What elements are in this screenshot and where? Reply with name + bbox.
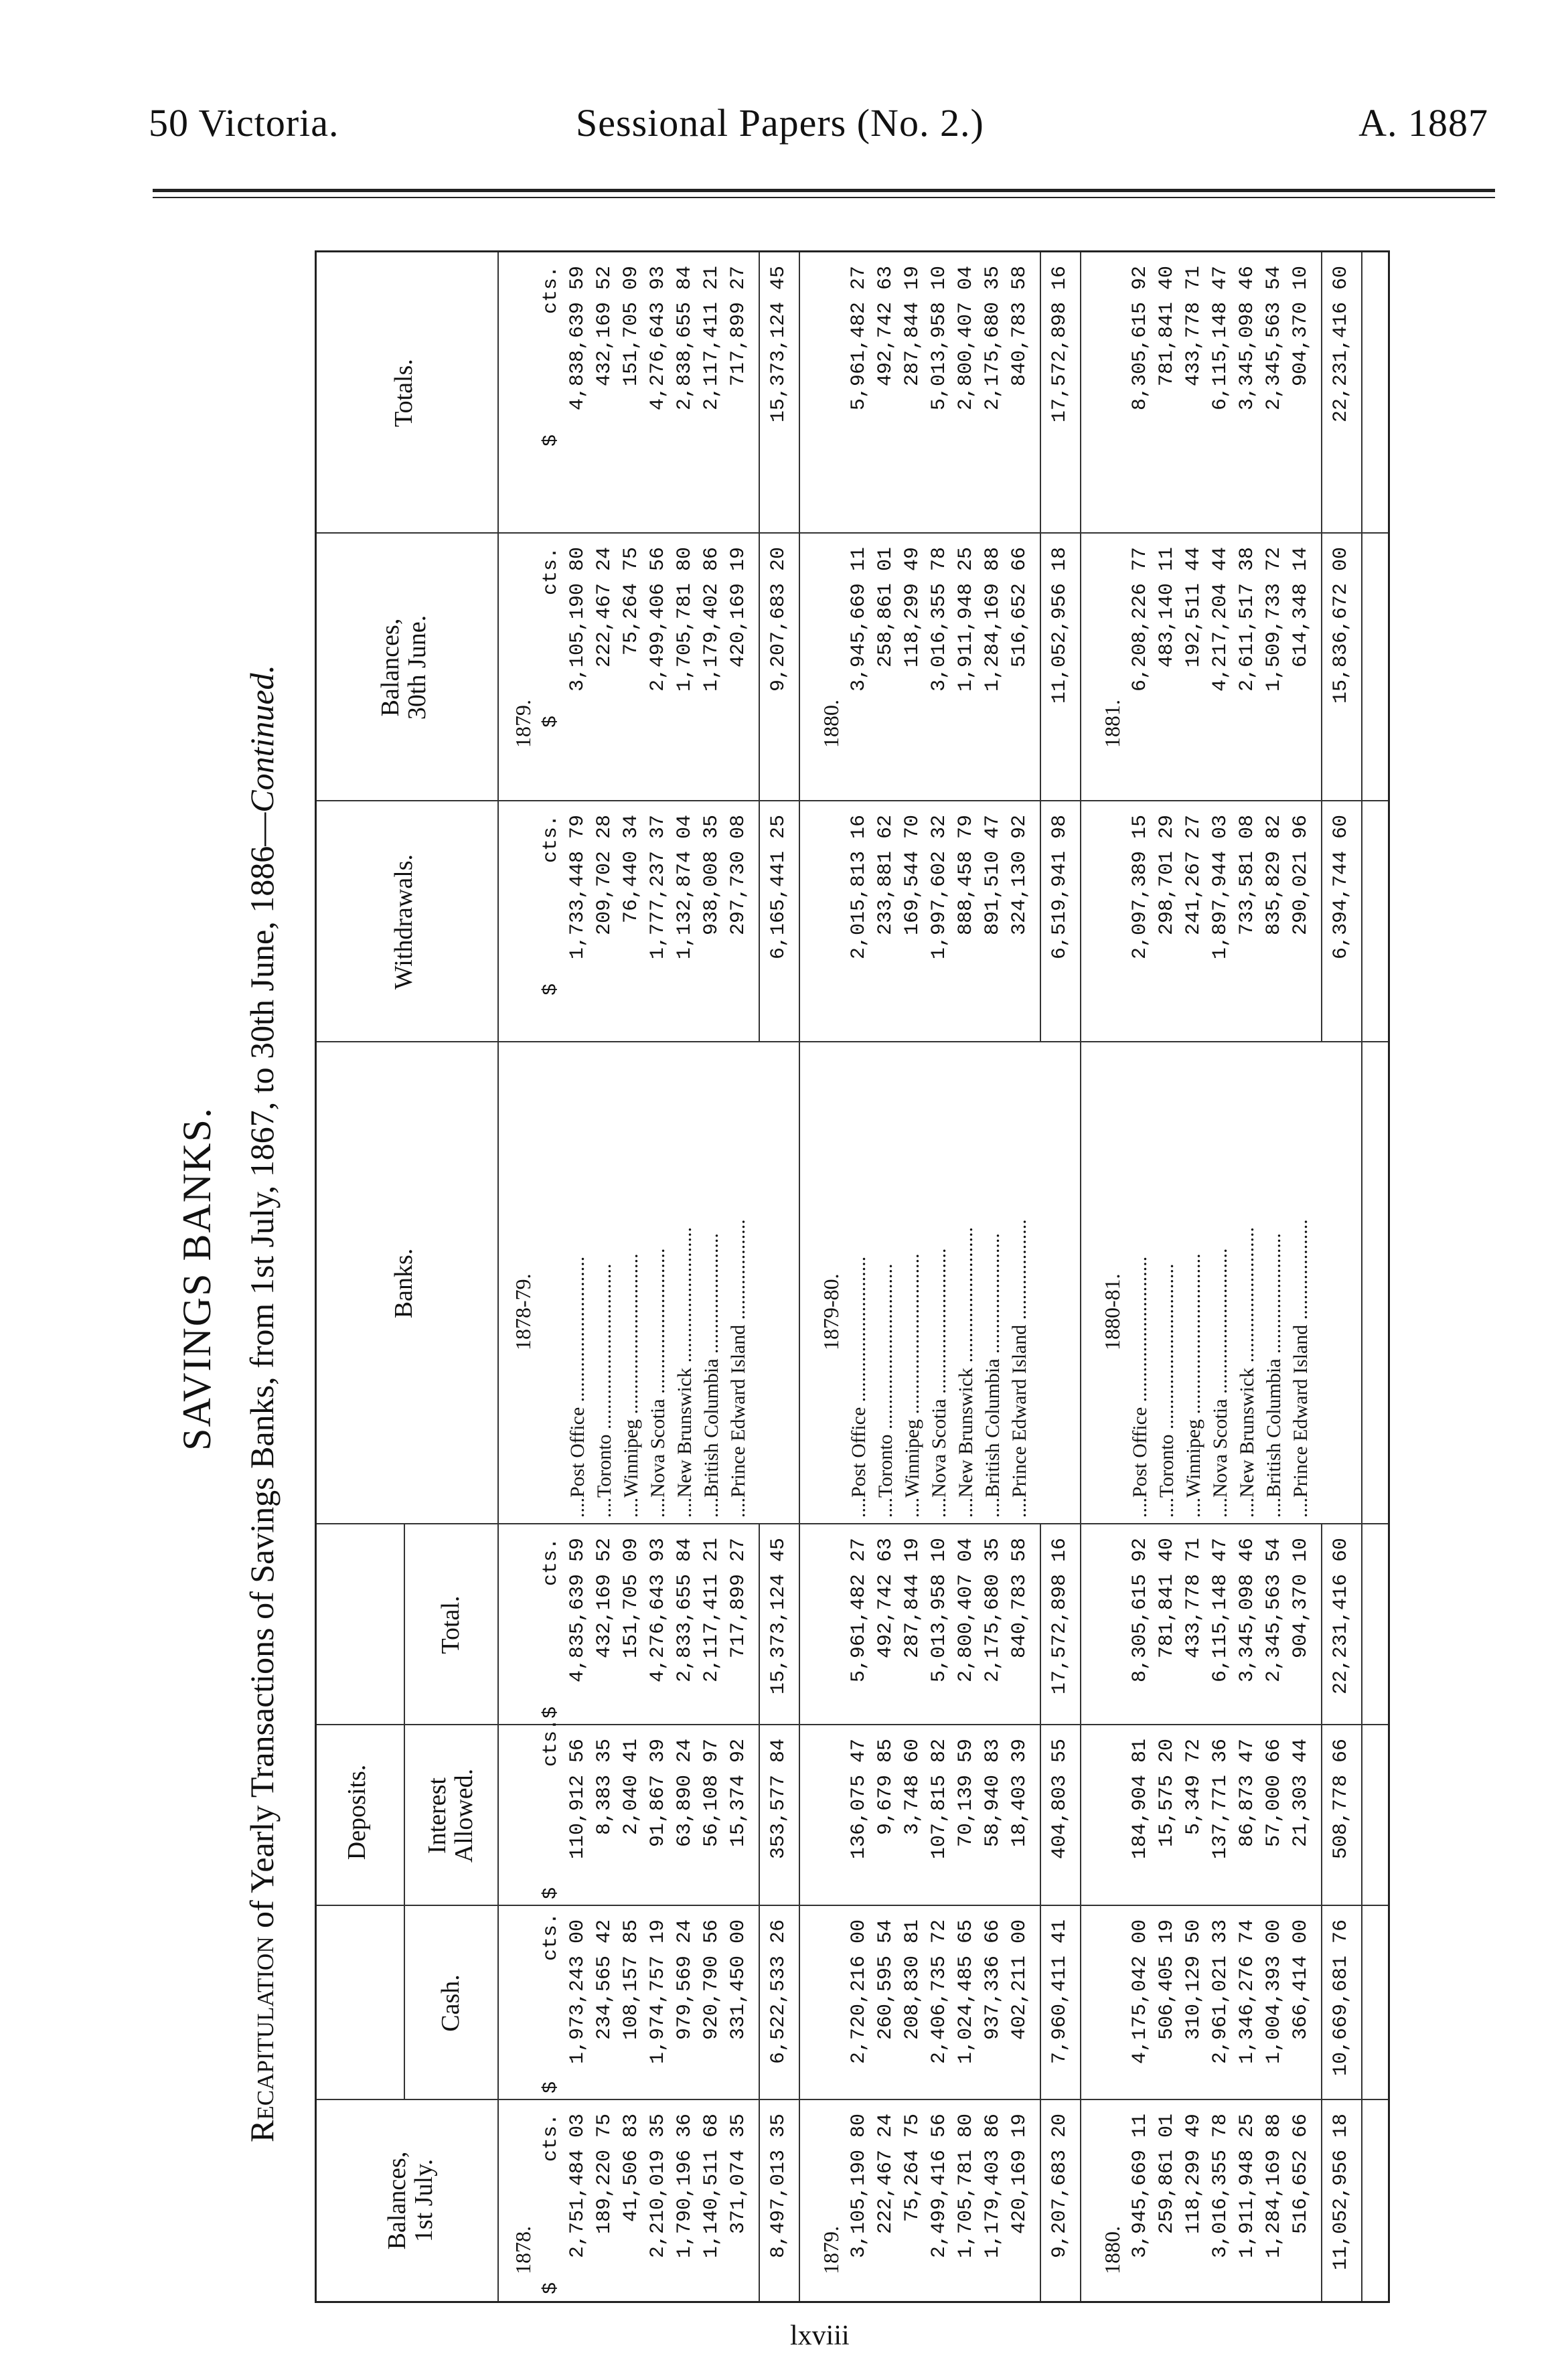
group-open-year: 1880. <box>1100 2226 1124 2274</box>
cell-totals: 2,838,655 84 <box>674 266 696 411</box>
cell-total: 8,305,615 92 <box>1129 1538 1152 1683</box>
cell-withdrawals: 324,130 92 <box>1008 815 1031 936</box>
bank-name: ....Nova Scotia ............................. <box>647 1248 669 1518</box>
cell-bal1: 2,210,019 35 <box>647 2114 670 2259</box>
group-end-rule <box>1080 252 1081 2301</box>
cell-total: 6,115,148 47 <box>1209 1538 1232 1683</box>
cell-totals: 492,742 63 <box>874 266 897 387</box>
cell-cash: 2,406,735 72 <box>928 1919 951 2065</box>
cell-bal30: 420,169 19 <box>727 547 750 668</box>
cell-bal30: 4,217,204 44 <box>1209 547 1232 692</box>
cell-totals: 2,345,563 54 <box>1263 266 1285 411</box>
bank-name: ....British Columbia ........................ <box>982 1233 1004 1518</box>
bank-name: ....Toronto ................................. <box>874 1263 896 1518</box>
total-cell-bal1: 9,207,683 20 <box>1048 2114 1071 2259</box>
cell-totals: 432,169 52 <box>593 266 616 387</box>
cell-total: 5,013,958 10 <box>928 1538 951 1683</box>
column-header-line: Withdrawals. <box>390 854 418 990</box>
cell-totals: 433,778 71 <box>1182 266 1205 387</box>
cell-bal1: 1,911,948 25 <box>1236 2114 1259 2259</box>
cell-bal1: 259,861 01 <box>1156 2114 1178 2235</box>
total-cell-bal1: 8,497,013 35 <box>767 2114 790 2259</box>
cell-cash: 506,405 19 <box>1156 1919 1178 2041</box>
cell-totals: 840,783 58 <box>1008 266 1031 387</box>
cell-cash: 1,024,485 65 <box>955 1919 978 2065</box>
column-header-totals <box>390 252 417 534</box>
cell-totals: 2,117,411 21 <box>700 266 723 411</box>
bank-name: ....British Columbia ........................ <box>700 1233 722 1518</box>
column-header-cash <box>437 1906 464 2100</box>
cell-cash: 331,450 00 <box>727 1919 750 2041</box>
cell-total: 840,783 58 <box>1008 1538 1031 1659</box>
column-divider <box>317 1724 1388 1725</box>
column-divider <box>317 1523 1388 1524</box>
deposits-header-rule <box>404 1524 405 2100</box>
cell-withdrawals: 888,458 79 <box>955 815 978 936</box>
cell-bal30: 1,509,733 72 <box>1263 547 1285 692</box>
group-total-rule <box>759 252 760 1042</box>
group-end-rule <box>799 252 800 2301</box>
cell-interest: 91,867 39 <box>647 1739 670 1848</box>
cell-totals: 5,961,482 27 <box>848 266 870 411</box>
cell-bal1: 1,790,196 36 <box>674 2114 696 2259</box>
column-header-line: Balances, <box>383 2151 411 2250</box>
cell-totals: 2,800,407 04 <box>955 266 978 411</box>
total-cell-total: 15,373,124 45 <box>767 1538 790 1695</box>
total-cell-interest: 353,577 84 <box>767 1739 790 1860</box>
units-row: $ cts. <box>540 1537 562 1719</box>
cell-total: 432,169 52 <box>593 1538 616 1659</box>
column-header-bal1 <box>384 2100 437 2301</box>
cell-cash: 937,336 66 <box>982 1919 1004 2041</box>
total-cell-totals: 22,231,416 60 <box>1330 266 1352 423</box>
column-divider <box>317 1905 1388 1906</box>
column-header-line: Deposits. <box>343 1764 371 1860</box>
cell-interest: 5,349 72 <box>1182 1739 1205 1836</box>
group-close-year: 1881. <box>1100 700 1124 748</box>
column-header-line: 1st July. <box>410 2158 438 2243</box>
cell-bal1: 516,652 66 <box>1290 2114 1312 2235</box>
bank-name: ....New Brunswick ........................... <box>1236 1226 1258 1518</box>
cell-bal1: 75,264 75 <box>901 2114 924 2223</box>
cell-totals: 2,175,680 35 <box>982 266 1004 411</box>
total-cell-total: 17,572,898 16 <box>1048 1538 1071 1695</box>
cell-cash: 1,974,757 19 <box>647 1919 670 2065</box>
total-cell-total: 22,231,416 60 <box>1330 1538 1352 1695</box>
cell-bal30: 2,611,517 38 <box>1236 547 1259 692</box>
bank-name: ....Nova Scotia ............................. <box>1209 1248 1231 1518</box>
bank-name: ....Toronto ................................. <box>593 1263 615 1518</box>
cell-totals: 6,115,148 47 <box>1209 266 1232 411</box>
bank-name: ....Winnipeg ................................ <box>620 1253 642 1518</box>
cell-bal1: 222,467 24 <box>874 2114 897 2235</box>
bank-name: ....New Brunswick ........................... <box>674 1226 696 1518</box>
cell-interest: 184,904 81 <box>1129 1739 1152 1860</box>
units-row: $ cts. <box>540 1718 562 1899</box>
header-year: A. 1887 <box>1358 101 1488 145</box>
cell-withdrawals: 1,777,237 37 <box>647 815 670 960</box>
total-cell-cash: 10,669,681 76 <box>1330 1919 1352 2077</box>
cell-interest: 63,890 24 <box>674 1739 696 1848</box>
cell-bal30: 2,499,406 56 <box>647 547 670 692</box>
column-header-line: Interest <box>423 1777 451 1854</box>
cell-totals: 151,705 09 <box>620 266 643 387</box>
cell-interest: 136,075 47 <box>848 1739 870 1860</box>
column-header-line: 30th June. <box>403 615 431 720</box>
total-cell-totals: 15,373,124 45 <box>767 266 790 423</box>
bank-name: ....Winnipeg ................................ <box>901 1253 923 1518</box>
bank-name: ....Post Office ............................. <box>566 1256 589 1518</box>
cell-totals: 5,013,958 10 <box>928 266 951 411</box>
bank-name: ....Post Office ............................. <box>848 1256 870 1518</box>
cell-total: 287,844 19 <box>901 1538 924 1659</box>
cell-total: 2,800,407 04 <box>955 1538 978 1683</box>
cell-totals: 781,841 40 <box>1156 266 1178 387</box>
cell-bal30: 3,105,190 80 <box>566 547 589 692</box>
cell-total: 2,117,411 21 <box>700 1538 723 1683</box>
cell-total: 4,835,639 59 <box>566 1538 589 1683</box>
total-cell-totals: 17,572,898 16 <box>1048 266 1071 423</box>
cell-bal30: 516,652 66 <box>1008 547 1031 668</box>
subtitle-continued: Continued. <box>243 664 281 813</box>
cell-withdrawals: 1,997,602 32 <box>928 815 951 960</box>
cell-totals: 8,305,615 92 <box>1129 266 1152 411</box>
cell-bal30: 75,264 75 <box>620 547 643 656</box>
cell-cash: 979,569 24 <box>674 1919 696 2041</box>
bank-name: ....Prince Edward Island .................... <box>1008 1219 1030 1518</box>
column-header-line: Total. <box>437 1595 465 1654</box>
column-divider <box>317 2099 1388 2100</box>
cell-bal1: 1,179,403 86 <box>982 2114 1004 2259</box>
subtitle-main: of Yearly Transactions of Savings Banks, from 1st July, 1867, to 30th June, 1886— <box>243 812 281 1937</box>
column-header-line: Allowed. <box>450 1768 478 1863</box>
cell-withdrawals: 233,881 62 <box>874 815 897 936</box>
header-session: 50 Victoria. <box>149 101 339 145</box>
cell-withdrawals: 297,730 08 <box>727 815 750 936</box>
total-cell-bal1: 11,052,956 18 <box>1330 2114 1352 2271</box>
cell-withdrawals: 169,544 70 <box>901 815 924 936</box>
group-period: 1880-81. <box>1100 1273 1124 1350</box>
total-cell-withdrawals: 6,394,744 60 <box>1330 815 1352 960</box>
cell-bal1: 1,284,169 88 <box>1263 2114 1285 2259</box>
top-rule-thin <box>153 197 1495 198</box>
cell-total: 904,370 10 <box>1290 1538 1312 1659</box>
cell-bal30: 192,511 44 <box>1182 547 1205 668</box>
bank-name: ....Winnipeg ................................ <box>1182 1253 1204 1518</box>
group-total-rule <box>1321 1524 1322 2301</box>
cell-cash: 208,830 81 <box>901 1919 924 2041</box>
column-header-withdrawals <box>390 801 417 1042</box>
header-bottom-rule <box>497 252 499 2301</box>
column-header-bal30 <box>377 534 431 801</box>
cell-total: 151,705 09 <box>620 1538 643 1659</box>
cell-bal1: 3,945,669 11 <box>1129 2114 1152 2259</box>
page-title: SAVINGS BANKS. <box>175 1107 219 1451</box>
cell-cash: 1,973,243 00 <box>566 1919 589 2065</box>
units-row: $ cts. <box>540 547 562 728</box>
cell-withdrawals: 2,097,389 15 <box>1129 815 1152 960</box>
group-open-year: 1879. <box>819 2226 843 2274</box>
column-header-line: Cash. <box>437 1974 465 2032</box>
cell-withdrawals: 1,897,944 03 <box>1209 815 1232 960</box>
bank-name: ....Prince Edward Island .................... <box>727 1219 749 1518</box>
group-close-year: 1879. <box>511 700 535 748</box>
cell-total: 492,742 63 <box>874 1538 897 1659</box>
group-period: 1879-80. <box>819 1273 843 1350</box>
units-row: $ cts. <box>540 1912 562 2093</box>
recapitulation-table <box>315 250 1390 2303</box>
units-row: $ cts. <box>540 815 562 996</box>
cell-cash: 260,595 54 <box>874 1919 897 2041</box>
cell-withdrawals: 891,510 47 <box>982 815 1004 936</box>
cell-bal30: 614,348 14 <box>1290 547 1312 668</box>
rotated-table-page <box>161 214 1433 2343</box>
cell-cash: 366,414 00 <box>1290 1919 1312 2041</box>
cell-totals: 3,345,098 46 <box>1236 266 1259 411</box>
top-rule <box>153 189 1495 192</box>
group-open-year: 1878. <box>511 2226 535 2274</box>
cell-bal30: 258,861 01 <box>874 547 897 668</box>
cell-total: 2,833,655 84 <box>674 1538 696 1683</box>
column-divider <box>317 800 1388 801</box>
cell-totals: 717,899 27 <box>727 266 750 387</box>
cell-bal30: 1,705,781 80 <box>674 547 696 692</box>
cell-interest: 86,873 47 <box>1236 1739 1259 1848</box>
cell-bal30: 118,299 49 <box>901 547 924 668</box>
cell-bal30: 3,945,669 11 <box>848 547 870 692</box>
total-cell-interest: 404,803 55 <box>1048 1739 1071 1860</box>
cell-cash: 402,211 00 <box>1008 1919 1031 2041</box>
cell-interest: 57,000 66 <box>1263 1739 1285 1848</box>
cell-withdrawals: 76,440 34 <box>620 815 643 924</box>
cell-bal1: 371,074 35 <box>727 2114 750 2235</box>
group-total-rule <box>1040 1524 1041 2301</box>
cell-withdrawals: 2,015,813 16 <box>848 815 870 960</box>
cell-interest: 18,403 39 <box>1008 1739 1031 1848</box>
bank-name: ....Prince Edward Island .................... <box>1290 1219 1312 1518</box>
cell-cash: 1,346,276 74 <box>1236 1919 1259 2065</box>
column-divider <box>317 1041 1388 1042</box>
cell-total: 781,841 40 <box>1156 1538 1178 1659</box>
cell-interest: 8,383 35 <box>593 1739 616 1836</box>
column-header-line: Banks. <box>390 1248 418 1319</box>
cell-bal30: 3,016,355 78 <box>928 547 951 692</box>
cell-interest: 70,139 59 <box>955 1739 978 1848</box>
cell-total: 717,899 27 <box>727 1538 750 1659</box>
cell-total: 5,961,482 27 <box>848 1538 870 1683</box>
units-row: $ cts. <box>540 266 562 447</box>
total-cell-bal30: 9,207,683 20 <box>767 547 790 692</box>
cell-bal30: 222,467 24 <box>593 547 616 668</box>
total-cell-bal30: 15,836,672 00 <box>1330 547 1352 704</box>
bank-name: ....New Brunswick ........................... <box>955 1226 977 1518</box>
group-total-rule <box>759 1524 760 2301</box>
cell-total: 4,276,643 93 <box>647 1538 670 1683</box>
cell-total: 433,778 71 <box>1182 1538 1205 1659</box>
cell-cash: 2,961,021 33 <box>1209 1919 1232 2065</box>
cell-bal1: 1,705,781 80 <box>955 2114 978 2259</box>
cell-cash: 108,157 85 <box>620 1919 643 2041</box>
cell-interest: 58,940 83 <box>982 1739 1004 1848</box>
subtitle-prefix: Recapitulation <box>243 1936 281 2142</box>
cell-withdrawals: 835,829 82 <box>1263 815 1285 936</box>
cell-bal30: 1,284,169 88 <box>982 547 1004 692</box>
cell-cash: 4,175,042 00 <box>1129 1919 1152 2065</box>
cell-bal1: 118,299 49 <box>1182 2114 1205 2235</box>
cell-total: 2,175,680 35 <box>982 1538 1004 1683</box>
cell-total: 2,345,563 54 <box>1263 1538 1285 1683</box>
cell-interest: 3,748 60 <box>901 1739 924 1836</box>
cell-interest: 9,679 85 <box>874 1739 897 1836</box>
cell-withdrawals: 209,702 28 <box>593 815 616 936</box>
cell-interest: 21,303 44 <box>1290 1739 1312 1848</box>
cell-interest: 15,374 92 <box>727 1739 750 1848</box>
cell-totals: 904,370 10 <box>1290 266 1312 387</box>
cell-bal1: 1,140,511 68 <box>700 2114 723 2259</box>
cell-withdrawals: 290,021 96 <box>1290 815 1312 936</box>
total-cell-cash: 6,522,533 26 <box>767 1919 790 2065</box>
cell-totals: 4,276,643 93 <box>647 266 670 411</box>
column-header-line: Balances, <box>376 618 404 717</box>
cell-totals: 287,844 19 <box>901 266 924 387</box>
cell-cash: 310,129 50 <box>1182 1919 1205 2041</box>
group-close-year: 1880. <box>819 700 843 748</box>
cell-totals: 4,838,639 59 <box>566 266 589 411</box>
group-end-rule <box>1361 252 1362 2301</box>
header-papers: Sessional Papers (No. 2.) <box>576 101 984 145</box>
cell-bal30: 6,208,226 77 <box>1129 547 1152 692</box>
table-subtitle <box>242 214 281 2343</box>
cell-bal1: 3,016,355 78 <box>1209 2114 1232 2259</box>
cell-cash: 2,720,216 00 <box>848 1919 870 2065</box>
cell-bal30: 1,911,948 25 <box>955 547 978 692</box>
cell-total: 3,345,098 46 <box>1236 1538 1259 1683</box>
cell-bal1: 189,220 75 <box>593 2114 616 2235</box>
total-cell-interest: 508,778 66 <box>1330 1739 1352 1860</box>
total-cell-withdrawals: 6,165,441 25 <box>767 815 790 960</box>
cell-withdrawals: 938,008 35 <box>700 815 723 936</box>
cell-bal30: 1,179,402 86 <box>700 547 723 692</box>
column-header-interest <box>424 1725 477 1906</box>
cell-bal1: 3,105,190 80 <box>848 2114 870 2259</box>
cell-bal30: 483,140 11 <box>1156 547 1178 668</box>
total-cell-withdrawals: 6,519,941 98 <box>1048 815 1071 960</box>
column-header-deposits <box>343 1524 370 2100</box>
cell-interest: 110,912 56 <box>566 1739 589 1860</box>
cell-interest: 107,815 82 <box>928 1739 951 1860</box>
bank-name: ....Nova Scotia ............................. <box>928 1248 950 1518</box>
group-total-rule <box>1321 252 1322 1042</box>
page-folio: lxviii <box>790 2320 850 2351</box>
cell-bal1: 41,506 83 <box>620 2114 643 2223</box>
bank-name: ....Toronto ................................. <box>1156 1263 1178 1518</box>
column-header-banks <box>390 1042 417 1524</box>
cell-withdrawals: 1,132,874 04 <box>674 815 696 960</box>
cell-interest: 56,108 97 <box>700 1739 723 1848</box>
cell-interest: 137,771 36 <box>1209 1739 1232 1860</box>
cell-withdrawals: 241,267 27 <box>1182 815 1205 936</box>
cell-cash: 920,790 56 <box>700 1919 723 2041</box>
cell-withdrawals: 298,701 29 <box>1156 815 1178 936</box>
group-period: 1878-79. <box>511 1273 535 1350</box>
cell-cash: 234,565 42 <box>593 1919 616 2041</box>
cell-bal1: 2,751,484 03 <box>566 2114 589 2259</box>
cell-interest: 15,575 20 <box>1156 1739 1178 1848</box>
total-cell-bal30: 11,052,956 18 <box>1048 547 1071 704</box>
cell-withdrawals: 733,581 08 <box>1236 815 1259 936</box>
column-header-line: Totals. <box>390 359 418 427</box>
cell-bal1: 420,169 19 <box>1008 2114 1031 2235</box>
total-cell-cash: 7,960,411 41 <box>1048 1919 1071 2065</box>
group-total-rule <box>1040 252 1041 1042</box>
cell-interest: 2,040 41 <box>620 1739 643 1836</box>
units-row: $ cts. <box>540 2113 562 2294</box>
column-header-total <box>437 1524 464 1725</box>
cell-withdrawals: 1,733,448 79 <box>566 815 589 960</box>
column-divider <box>317 532 1388 534</box>
bank-name: ....Post Office ............................. <box>1129 1256 1151 1518</box>
bank-name: ....British Columbia ........................ <box>1263 1233 1285 1518</box>
cell-cash: 1,004,393 00 <box>1263 1919 1285 2065</box>
cell-bal1: 2,499,416 56 <box>928 2114 951 2259</box>
